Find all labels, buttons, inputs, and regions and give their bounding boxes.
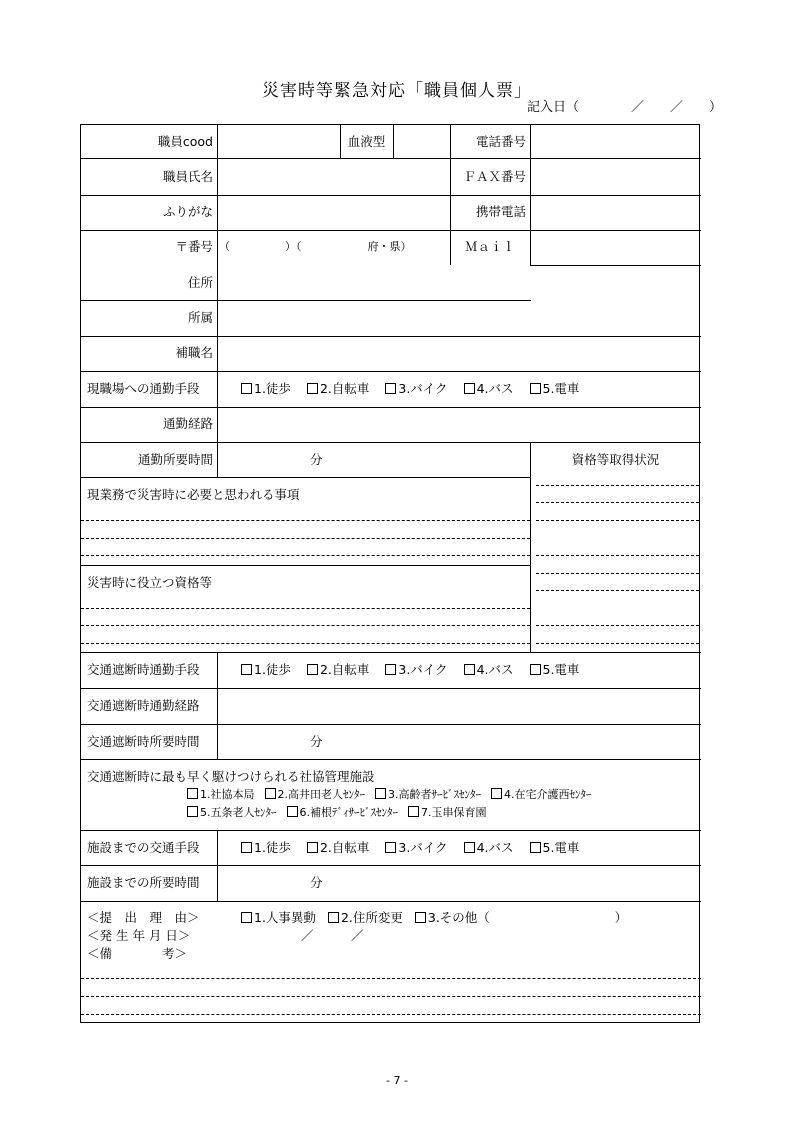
reason-label: ＜提 出 理 由＞ [87,910,200,925]
checkbox-square[interactable] [241,842,252,853]
staff-code-label: 職員cood [157,134,213,149]
mail-label: Ｍａｉｌ [464,239,515,254]
furigana-label: ふりがな [162,204,213,219]
checkbox-label: 2.住所変更 [340,910,403,925]
checkbox-label: 3.バイク [398,840,448,855]
postal-input[interactable]: （ ）（ 府・県） [219,240,412,253]
checkbox-square[interactable] [241,383,252,394]
facility-options-row1 [187,787,592,803]
page-title: 災害時等緊急対応「職員個人票」 [262,81,532,101]
sub-position-label: 補職名 [175,345,213,360]
checkbox-square[interactable] [385,664,396,675]
form-frame [80,124,700,1023]
checkbox-label: 6.補根ﾃﾞｨｻｰﾋﾞｽｾﾝﾀｰ [299,806,398,819]
checkbox-label: 2.自転車 [319,662,370,677]
facility-time-label: 施設までの所要時間 [87,875,200,890]
postal-label: 〒番号 [175,239,213,254]
checkbox-label: 4.在宅介護西ｾﾝﾀｰ [504,788,592,801]
checkbox-square[interactable] [491,788,502,799]
checkbox-square[interactable] [408,806,419,817]
useful-qualifications-label: 災害時に役立つ資格等 [87,575,213,590]
commute-minutes-unit: 分 [310,452,323,467]
checkbox-option[interactable] [530,840,580,856]
checkbox-option[interactable] [408,805,487,821]
needed-items-label: 現業務で災害時に必要と思われる事項 [87,487,300,502]
checkbox-label: 1.人事異動 [254,910,316,925]
address-label: 住所 [187,275,213,290]
checkbox-option[interactable] [241,381,291,397]
checkbox-square[interactable] [187,788,198,799]
checkbox-option[interactable] [464,662,514,678]
facility-means-label: 施設までの交通手段 [87,840,200,855]
checkbox-square[interactable] [241,664,252,675]
commute-time-label: 通勤所要時間 [137,452,213,467]
checkbox-square[interactable] [464,842,475,853]
checkbox-square[interactable] [328,912,339,923]
fastest-facility-label: 交通遮断時に最も早く駆けつけられる社協管理施設 [87,769,375,784]
checkbox-square[interactable] [464,383,475,394]
checkbox-square[interactable] [385,842,396,853]
checkbox-option[interactable] [385,662,447,678]
checkbox-option[interactable] [415,910,627,926]
checkbox-label: 1.徒歩 [254,662,291,677]
blocked-time-label: 交通遮断時所要時間 [87,734,200,749]
commute-route-label: 通勤経路 [162,416,213,431]
checkbox-label: 3.高齢者ｻｰﾋﾞｽｾﾝﾀｰ [388,788,481,801]
checkbox-option[interactable] [385,840,447,856]
checkbox-label: 3.その他（ ） [427,910,628,925]
checkbox-square[interactable] [530,383,541,394]
commute-means-options [241,381,579,397]
checkbox-square[interactable] [375,788,386,799]
name-label: 職員氏名 [162,169,213,184]
phone-label: 電話番号 [475,134,526,149]
checkbox-label: 7.玉串保育園 [421,806,487,819]
checkbox-square[interactable] [530,842,541,853]
checkbox-square[interactable] [287,806,298,817]
checkbox-square[interactable] [307,664,318,675]
birthdate-label: ＜発 生 年 月 日＞ [87,928,191,943]
qualification-status-label: 資格等取得状況 [571,452,660,467]
checkbox-option[interactable] [307,662,369,678]
affiliation-label: 所属 [187,310,213,325]
checkbox-option[interactable] [375,787,481,803]
blocked-means-label: 交通遮断時通勤手段 [87,662,200,677]
checkbox-option[interactable] [307,381,369,397]
checkbox-label: 3.バイク [398,381,448,396]
checkbox-square[interactable] [385,383,396,394]
reason-options [241,910,627,926]
checkbox-option[interactable] [464,840,514,856]
facility-options-row2 [187,805,487,821]
entry-date-field[interactable]: 記入日（ ／ ／ ） [527,100,723,115]
blocked-minutes-unit: 分 [310,734,323,749]
page-number: - 7 - [386,1074,408,1087]
checkbox-option[interactable] [187,787,255,803]
checkbox-label: 1.徒歩 [254,840,291,855]
checkbox-option[interactable] [530,381,580,397]
checkbox-label: 5.電車 [542,662,580,677]
checkbox-label: 1.徒歩 [254,381,291,396]
checkbox-label: 2.高井田老人ｾﾝﾀｰ [277,788,365,801]
checkbox-label: 2.自転車 [319,840,370,855]
facility-means-options [241,840,579,856]
checkbox-label: 1.社協本局 [200,788,255,801]
checkbox-square[interactable] [530,664,541,675]
checkbox-label: 5.電車 [542,381,580,396]
blocked-route-label: 交通遮断時通勤経路 [87,698,200,713]
checkbox-square[interactable] [265,788,276,799]
checkbox-label: 4.バス [476,662,514,677]
checkbox-option[interactable] [307,840,369,856]
checkbox-option[interactable] [464,381,514,397]
checkbox-option[interactable] [265,787,366,803]
commute-means-label: 現職場への通勤手段 [87,381,200,396]
checkbox-square[interactable] [307,842,318,853]
blocked-means-options [241,662,579,678]
checkbox-option[interactable] [287,805,399,821]
checkbox-label: 4.バス [476,840,514,855]
checkbox-option[interactable] [241,662,291,678]
checkbox-option[interactable] [187,805,277,821]
checkbox-option[interactable] [530,662,580,678]
checkbox-option[interactable] [241,910,316,926]
checkbox-square[interactable] [415,912,426,923]
checkbox-option[interactable] [385,381,447,397]
blood-type-label: 血液型 [347,134,386,149]
checkbox-square[interactable] [307,383,318,394]
checkbox-option[interactable] [491,787,592,803]
facility-minutes-unit: 分 [310,875,323,890]
mobile-label: 携帯電話 [475,204,526,219]
checkbox-label: 5.電車 [542,840,580,855]
checkbox-option[interactable] [241,840,291,856]
checkbox-label: 4.バス [476,381,514,396]
checkbox-label: 3.バイク [398,662,448,677]
fax-label: ＦＡＸ番号 [463,169,526,184]
checkbox-square[interactable] [241,912,252,923]
checkbox-label: 5.五条老人ｾﾝﾀｰ [200,806,277,819]
checkbox-square[interactable] [464,664,475,675]
checkbox-option[interactable] [328,910,403,926]
remarks-label: ＜備 考＞ [87,946,188,961]
checkbox-square[interactable] [187,806,198,817]
birthdate-input[interactable]: ／ ／ [301,928,364,943]
checkbox-label: 2.自転車 [319,381,370,396]
